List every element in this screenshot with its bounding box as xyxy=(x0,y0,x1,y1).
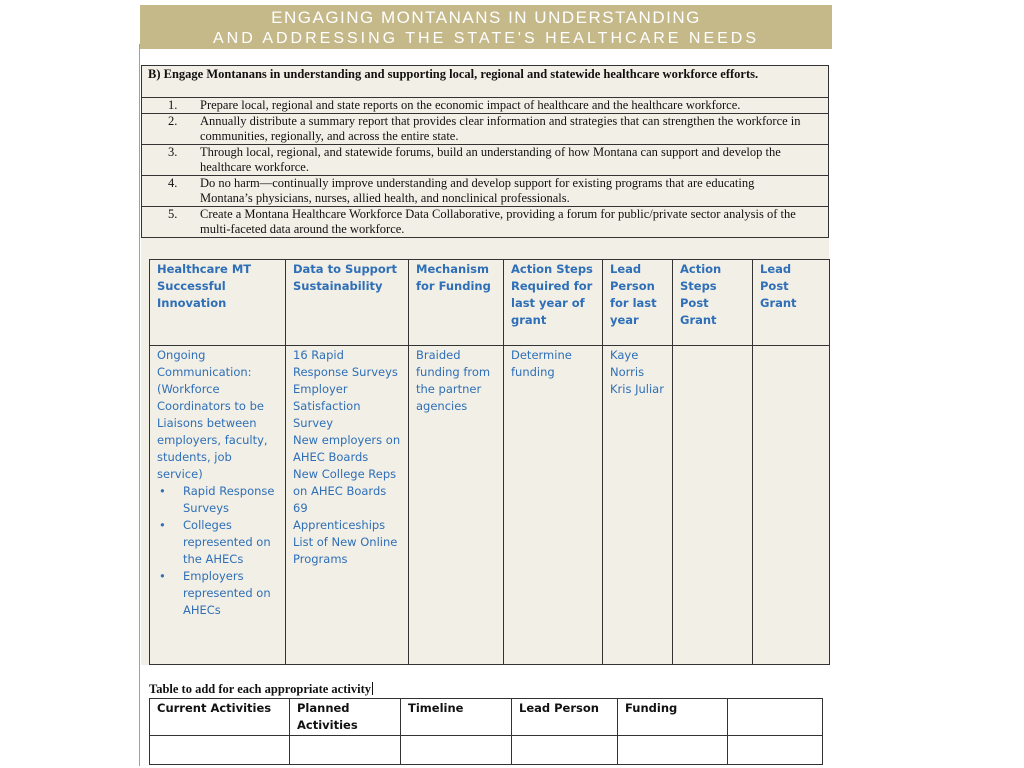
header-data: Data to Support Sustainability xyxy=(286,260,409,346)
empty-cell xyxy=(512,736,618,765)
header-lead-person: Lead Person xyxy=(512,699,618,736)
text-cursor xyxy=(372,682,373,695)
empty-cell xyxy=(290,736,401,765)
data-item: New College Reps on AHEC Boards xyxy=(293,467,397,498)
activity-table-header-row xyxy=(150,699,823,736)
title-banner xyxy=(140,5,832,49)
data-item: 16 Rapid Response Surveys xyxy=(293,348,398,379)
goal-item-text: Create a Montana Healthcare Workforce Data Collaborative, providing a forum for public/private sector analysis of the multi-faceted data around the workforce. xyxy=(200,207,796,236)
goal-section-table xyxy=(141,65,829,238)
header-current-activities: Current Activities xyxy=(150,699,290,736)
goal-item-text: Through local, regional, and statewide forums, build an understanding of how Montana can support and develop the healthcare workforce. xyxy=(200,145,781,174)
activity-table xyxy=(149,698,823,765)
innovation-table-row xyxy=(150,346,830,665)
goal-item-number: 2. xyxy=(168,114,178,128)
header-timeline: Timeline xyxy=(401,699,512,736)
goal-item-number: 1. xyxy=(168,98,178,112)
list-item: • Colleges represented on the AHECs xyxy=(183,517,278,568)
goal-item xyxy=(142,207,829,238)
header-funding-mechanism: Mechanism for Funding xyxy=(409,260,504,346)
cell-data xyxy=(286,346,409,665)
header-post-grant-steps: Action Steps Post Grant xyxy=(673,260,753,346)
banner-title-line-1: ENGAGING MONTANANS IN UNDERSTANDING xyxy=(271,8,701,27)
header-action-steps: Action Steps Required for last year of grant xyxy=(504,260,603,346)
banner-title-line-2: AND ADDRESSING THE STATE'S HEALTHCARE NEEDS xyxy=(212,30,760,47)
goal-item xyxy=(142,114,829,145)
empty-cell xyxy=(728,736,823,765)
cell-action-steps: Determine funding xyxy=(504,346,603,665)
data-item: 69 Apprenticeships xyxy=(293,501,386,532)
data-item: List of New Online Programs xyxy=(293,535,398,566)
goal-item-number: 3. xyxy=(168,145,178,159)
lead-person-name: Kaye Norris xyxy=(610,348,645,379)
lead-person-name: Kris Juliar xyxy=(610,382,664,396)
goal-item-number: 4. xyxy=(168,176,178,190)
innovation-bullet-list xyxy=(157,483,278,619)
page-edge-line xyxy=(139,44,140,766)
cell-innovation xyxy=(150,346,286,665)
innovation-table xyxy=(149,259,830,665)
goal-item-text: Prepare local, regional and state reports on the economic impact of healthcare and the healthcare workforce. xyxy=(200,98,741,112)
cell-post-grant-steps xyxy=(673,346,753,665)
data-item: New employers on AHEC Boards xyxy=(293,433,401,464)
list-item: • Employers represented on AHECs xyxy=(183,568,278,619)
table-row xyxy=(150,736,823,765)
innovation-table-header-row xyxy=(150,260,830,346)
goal-item-number: 5. xyxy=(168,207,178,221)
list-item: • Rapid Response Surveys xyxy=(183,483,278,517)
goal-item xyxy=(142,145,829,176)
empty-cell xyxy=(401,736,512,765)
goal-item-text: Annually distribute a summary report that provides clear information and strategies that can strengthen the workforce in communities, regionally, and across the entire state. xyxy=(200,114,801,143)
cell-lead-person xyxy=(603,346,673,665)
header-innovation: Healthcare MT Successful Innovation xyxy=(150,260,286,346)
activity-table-caption-text: Table to add for each appropriate activity xyxy=(149,682,371,696)
header-funding: Funding xyxy=(618,699,728,736)
empty-cell xyxy=(150,736,290,765)
goal-item-text: Do no harm—continually improve understanding and develop support for existing programs that are educating Montana’s physicians, nurses, allied health, and nonclinical professionals. xyxy=(200,176,755,205)
goal-item xyxy=(142,176,829,207)
header-lead-person: Lead Person for last year xyxy=(603,260,673,346)
goal-item xyxy=(142,98,829,114)
header-planned-activities: Planned Activities xyxy=(290,699,401,736)
header-lead-post-grant: Lead Post Grant xyxy=(753,260,830,346)
cell-lead-post-grant xyxy=(753,346,830,665)
innovation-intro: Ongoing Communication: (Workforce Coordinators to be Liaisons between employers, faculty, students, job service) xyxy=(157,348,268,481)
activity-table-caption xyxy=(149,682,373,697)
cell-funding-mechanism: Braided funding from the partner agencies xyxy=(409,346,504,665)
data-item: Employer Satisfaction Survey xyxy=(293,382,361,430)
goal-heading: B) Engage Montanans in understanding and supporting local, regional and statewide healthcare workforce efforts. xyxy=(142,66,829,98)
header-blank xyxy=(728,699,823,736)
empty-cell xyxy=(618,736,728,765)
